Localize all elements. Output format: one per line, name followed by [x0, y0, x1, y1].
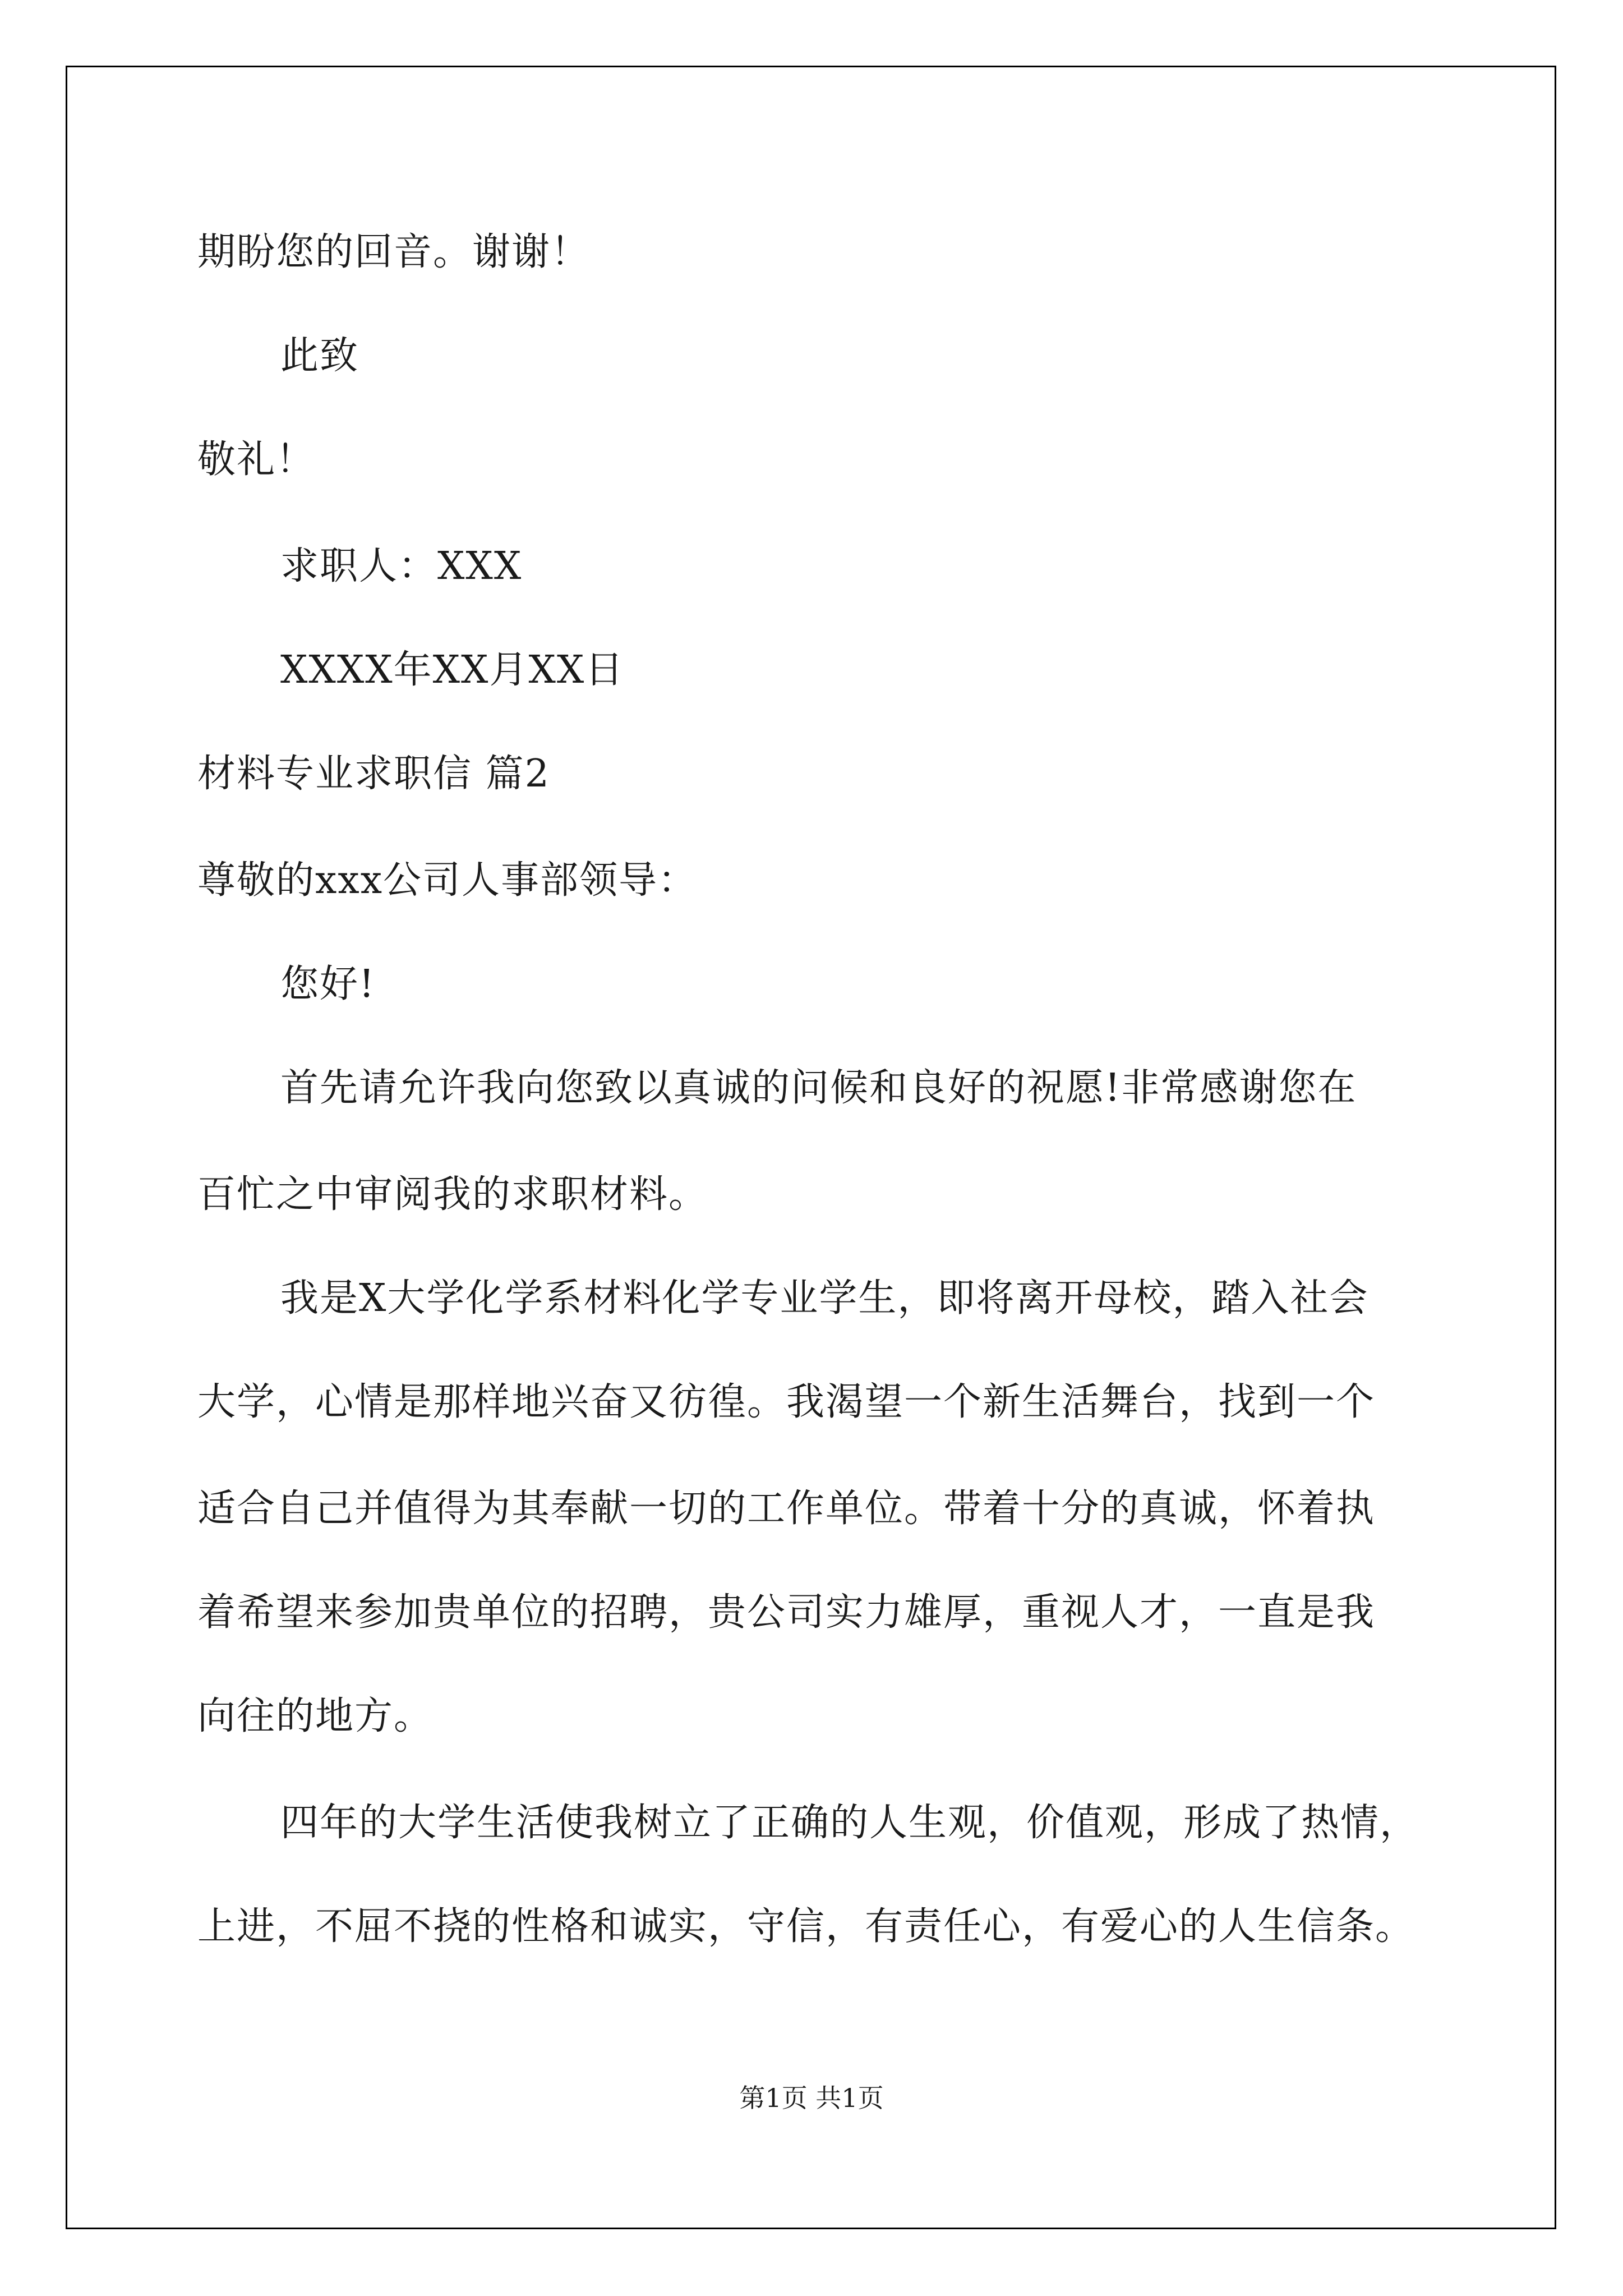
paragraph-2-line-5: 向往的地方。	[197, 1694, 434, 1738]
section-heading: 材料专业求职信 篇2	[197, 752, 550, 796]
paragraph-3-line-2: 上进，不屈不挠的性格和诚实，守信，有责任心，有爱心的人生信条。	[197, 1904, 1415, 1949]
paragraph-2-line-3: 适合自己并值得为其奉献一切的工作单位。带着十分的真诚，怀着执	[197, 1487, 1376, 1531]
paragraph-2-line-1: 我是X大学化学系材料化学专业学生，即将离开母校，踏入社会	[280, 1276, 1369, 1320]
salutation-jingli: 敬礼！	[197, 438, 316, 482]
page-number-footer: 第1页 共1页	[739, 2083, 884, 2113]
paragraph-2-line-4: 着希望来参加贵单位的招聘，贵公司实力雄厚，重视人才，一直是我	[197, 1590, 1376, 1635]
paragraph-2-line-2: 大学，心情是那样地兴奋又彷徨。我渴望一个新生活舞台，找到一个	[197, 1380, 1376, 1424]
applicant-name: 求职人：XXX	[280, 544, 523, 588]
letter-date: XXXX年XX月XX日	[280, 648, 625, 692]
greeting: 您好!	[280, 962, 376, 1006]
paragraph-1-line-2: 百忙之中审阅我的求职材料。	[197, 1172, 708, 1217]
salutation-cizhi: 此致	[280, 334, 359, 378]
closing-line: 期盼您的回音。谢谢！	[197, 230, 591, 274]
addressee: 尊敬的xxx公司人事部领导：	[197, 858, 698, 903]
paragraph-3-line-1: 四年的大学生活使我树立了正确的人生观，价值观，形成了热情，	[280, 1801, 1419, 1845]
paragraph-1-line-1: 首先请允许我向您致以真诚的问候和良好的祝愿!非常感谢您在	[280, 1066, 1357, 1110]
